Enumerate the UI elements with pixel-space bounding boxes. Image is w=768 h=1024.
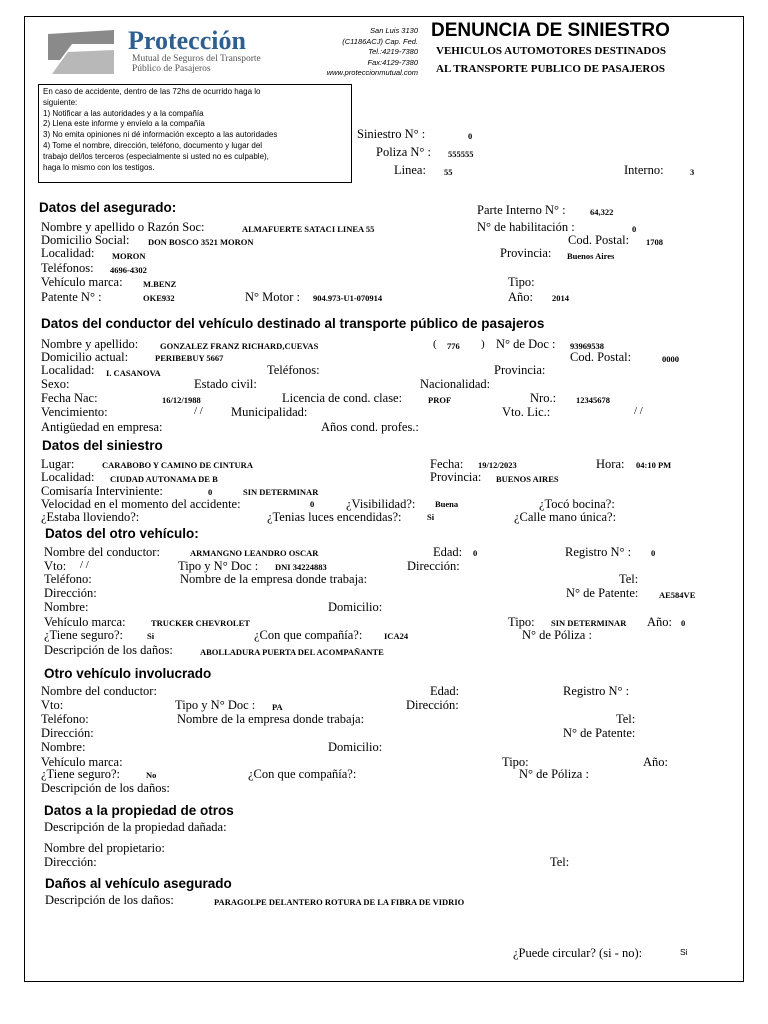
page-subtitle-2: AL TRANSPORTE PUBLICO DE PASAJEROS xyxy=(436,63,666,75)
conductor-fecha-value[interactable]: 16/12/1988 xyxy=(162,395,201,405)
siniestro-value[interactable]: 0 xyxy=(468,131,473,141)
section-siniestro-title: Datos del siniestro xyxy=(42,438,163,453)
conductor-antiguedad-label: Antigüedad en empresa: xyxy=(41,420,163,434)
asegurado-motor-label: N° Motor : xyxy=(245,290,300,304)
asegurado-provincia-label: Provincia: xyxy=(500,246,552,260)
involucrado-compania-label: ¿Con que compañía?: xyxy=(248,767,357,781)
involucrado-marca-label: Vehículo marca: xyxy=(41,755,123,769)
involucrado-patente-label: N° de Patente: xyxy=(563,726,636,740)
conductor-provincia-label: Provincia: xyxy=(494,363,546,377)
involucrado-poliza-label: N° de Póliza : xyxy=(519,767,589,781)
page-subtitle-1: VEHICULOS AUTOMOTORES DESTINADOS xyxy=(436,45,667,57)
otro-direccion2-label: Dirección: xyxy=(44,586,97,600)
siniestro-lugar-value[interactable]: CARABOBO Y CAMINO DE CINTURA xyxy=(102,460,253,470)
otro-patente-label: N° de Patente: xyxy=(566,586,639,600)
siniestro-hora-value[interactable]: 04:10 PM xyxy=(636,460,672,470)
address-tel: Tel.:4219-7380 xyxy=(368,47,418,56)
otro-compania-label: ¿Con que compañía?: xyxy=(254,628,363,642)
asegurado-anio-label: Año: xyxy=(508,290,533,304)
logo-name: Protección xyxy=(128,26,246,55)
conductor-doc-label: N° de Doc : xyxy=(496,337,556,351)
involucrado-direccion2-label: Dirección: xyxy=(41,726,94,740)
otro-empresa-label: Nombre de la empresa donde trabaja: xyxy=(180,572,368,586)
conductor-telefonos-label: Teléfonos: xyxy=(267,363,320,377)
linea-label: Linea: xyxy=(394,163,426,177)
interno-label: Interno: xyxy=(624,163,664,177)
puede-circular-value[interactable]: Si xyxy=(680,947,688,957)
involucrado-danos-label: Descripción de los daños: xyxy=(41,781,170,795)
otro-danos-label: Descripción de los daños: xyxy=(44,643,173,657)
involucrado-conductor-label: Nombre del conductor: xyxy=(41,684,157,698)
otro-patente-value[interactable]: AE584VE xyxy=(659,590,696,600)
conductor-nro-value[interactable]: 12345678 xyxy=(576,395,610,405)
asegurado-nombre-label: Nombre y apellido o Razón Soc: xyxy=(41,220,205,234)
asegurado-telefonos-value[interactable]: 4696-4302 xyxy=(110,265,147,275)
conductor-domicilio-value[interactable]: PERIBEBUY 5667 xyxy=(155,353,224,363)
conductor-cp-value[interactable]: 0000 xyxy=(662,354,679,364)
conductor-licencia-value[interactable]: PROF xyxy=(428,395,452,405)
conductor-nombre-value[interactable]: GONZALEZ FRANZ RICHARD,CUEVAS xyxy=(160,341,319,351)
instructions-box xyxy=(38,84,352,183)
asegurado-cp-value[interactable]: 1708 xyxy=(646,237,663,247)
otro-conductor-label: Nombre del conductor: xyxy=(44,545,160,559)
asegurado-localidad-value[interactable]: MORON xyxy=(112,251,146,261)
involucrado-seguro-label: ¿Tiene seguro?: xyxy=(41,767,121,781)
involucrado-edad-label: Edad: xyxy=(430,684,460,698)
page-title: DENUNCIA DE SINIESTRO xyxy=(431,20,670,41)
involucrado-tipo-label: Tipo: xyxy=(502,755,529,769)
conductor-fecha-label: Fecha Nac: xyxy=(41,391,98,405)
section-involucrado-title: Otro vehículo involucrado xyxy=(44,666,212,681)
asegurado-domicilio-value[interactable]: DON BOSCO 3521 MORON xyxy=(148,237,254,247)
conductor-civil-label: Estado civil: xyxy=(194,377,257,391)
conductor-vtolic-value[interactable]: / / xyxy=(634,405,643,417)
siniestro-lloviendo-label: ¿Estaba lloviendo?: xyxy=(41,510,140,524)
asegurado-patente-label: Patente N° : xyxy=(41,290,102,304)
instructions-line: 2) Llena este informe y envíelo a la compañía xyxy=(43,119,205,129)
siniestro-luces-value[interactable]: Si xyxy=(427,512,435,522)
asegurado-motor-value[interactable]: 904.973-U1-070914 xyxy=(313,293,383,303)
poliza-label: Poliza N° : xyxy=(376,145,431,159)
instructions-line: haga lo mismo con los testigos. xyxy=(43,162,155,172)
otro-tipo-label: Tipo: xyxy=(508,615,535,629)
asegurado-marca-value[interactable]: M.BENZ xyxy=(143,279,177,289)
conductor-vencimiento-value[interactable]: / / xyxy=(194,405,203,417)
siniestro-bocina-label: ¿Tocó bocina?: xyxy=(539,497,615,511)
involucrado-tipodoc-value[interactable]: PA xyxy=(272,702,283,712)
siniestro-fecha-label: Fecha: xyxy=(430,457,464,471)
conductor-nacionalidad-label: Nacionalidad: xyxy=(420,377,491,391)
involucrado-seguro-value[interactable]: No xyxy=(146,770,157,780)
legajo-paren-close: ) xyxy=(481,338,485,350)
involucrado-vto-label: Vto: xyxy=(41,698,64,712)
otro-edad-label: Edad: xyxy=(433,545,463,559)
otro-danos-value[interactable]: ABOLLADURA PUERTA DEL ACOMPAÑANTE xyxy=(200,647,384,657)
instructions-line: siguiente: xyxy=(43,97,78,107)
siniestro-visibilidad-label: ¿Visibilidad?: xyxy=(346,497,416,511)
logo-subtitle-1: Mutual de Seguros del Transporte xyxy=(132,54,261,64)
interno-value[interactable]: 3 xyxy=(690,167,695,177)
propiedad-desc-label: Descripción de la propiedad dañada: xyxy=(44,820,227,834)
logo-subtitle-2: Público de Pasajeros xyxy=(132,64,211,74)
conductor-anios-label: Años cond. profes.: xyxy=(321,420,419,434)
siniestro-comisaria-value[interactable]: SIN DETERMINAR xyxy=(243,487,319,497)
otro-telefono-label: Teléfono: xyxy=(44,572,92,586)
otro-marca-value[interactable]: TRUCKER CHEVROLET xyxy=(151,618,250,628)
siniestro-velocidad-label: Velocidad en el momento del accidente: xyxy=(41,497,241,511)
habilitacion-label: N° de habilitación : xyxy=(477,220,575,234)
protection-logo-icon xyxy=(48,30,128,74)
siniestro-comisaria-num[interactable]: 0 xyxy=(208,487,213,497)
legajo-paren-open: ( xyxy=(433,338,437,350)
instructions-line: 3) No emita opiniones ni dé información excepto a las autoridades xyxy=(43,130,278,140)
otro-seguro-value[interactable]: Si xyxy=(147,631,155,641)
address-web: www.proteccionmutual.com xyxy=(326,68,418,77)
section-asegurado-title: Datos del asegurado: xyxy=(39,200,177,215)
siniestro-localidad-value[interactable]: CIUDAD AUTONAMA DE B xyxy=(110,474,218,484)
conductor-licencia-label: Licencia de cond. clase: xyxy=(282,391,403,405)
address-street: San Luis 3130 xyxy=(370,26,418,35)
otro-vto-value[interactable]: / / xyxy=(80,559,89,571)
instructions-line: trabajo del/los terceros (especialmente si usted no es culpable), xyxy=(43,151,269,161)
involucrado-empresa-label: Nombre de la empresa donde trabaja: xyxy=(177,712,365,726)
conductor-vencimiento-label: Vencimiento: xyxy=(41,405,108,419)
otro-registro-label: Registro N° : xyxy=(565,545,632,559)
involucrado-tel-label: Tel: xyxy=(616,712,636,726)
otro-tipodoc-value[interactable]: DNI 34224883 xyxy=(275,562,327,572)
conductor-localidad-value[interactable]: I. CASANOVA xyxy=(106,368,161,378)
conductor-legajo-value[interactable]: 776 xyxy=(447,341,460,351)
propiedad-direccion-label: Dirección: xyxy=(44,855,97,869)
address-city: (C1186ACJ) Cap. Fed. xyxy=(342,36,418,46)
conductor-localidad-label: Localidad: xyxy=(41,363,95,377)
siniestro-velocidad-value[interactable]: 0 xyxy=(310,499,315,509)
involucrado-direccion-label: Dirección: xyxy=(406,698,459,712)
poliza-value[interactable]: 555555 xyxy=(448,149,474,159)
otro-vto-label: Vto: xyxy=(44,559,67,573)
siniestro-mano-label: ¿Calle mano única?: xyxy=(514,510,617,524)
asegurado-marca-label: Vehículo marca: xyxy=(41,275,123,289)
siniestro-provincia-label: Provincia: xyxy=(430,470,482,484)
instructions-line: 4) Tome el nombre, dirección, teléfono, documento y lugar del xyxy=(43,140,263,150)
asegurado-localidad-label: Localidad: xyxy=(41,246,95,260)
instructions-line: En caso de accidente, dentro de las 72hs de ocurrido haga lo xyxy=(43,87,261,96)
asegurado-cp-label: Cod. Postal: xyxy=(568,233,630,247)
siniestro-lugar-label: Lugar: xyxy=(41,457,75,471)
conductor-doc-value[interactable]: 93969538 xyxy=(570,341,604,351)
section-danos-asegurado-title: Daños al vehículo asegurado xyxy=(45,876,232,891)
section-otro-vehiculo-title: Datos del otro vehículo: xyxy=(45,526,199,541)
asegurado-domicilio-label: Domicilio Social: xyxy=(41,233,130,247)
involucrado-nombre-label: Nombre: xyxy=(41,740,86,754)
otro-anio-value[interactable]: 0 xyxy=(681,618,686,628)
parte-interno-label: Parte Interno N° : xyxy=(477,203,566,217)
conductor-nombre-label: Nombre y apellido: xyxy=(41,337,139,351)
danos-asegurado-desc-value[interactable]: PARAGOLPE DELANTERO ROTURA DE LA FIBRA DE VIDRIO xyxy=(214,897,465,907)
otro-tipo-value[interactable]: SIN DETERMINAR xyxy=(551,618,627,628)
conductor-vtolic-label: Vto. Lic.: xyxy=(502,405,551,419)
siniestro-visibilidad-value[interactable]: Buena xyxy=(435,499,459,509)
otro-compania-value[interactable]: ICA24 xyxy=(384,631,409,641)
siniestro-comisaria-label: Comisaría Interviniente: xyxy=(41,484,163,498)
otro-direccion-label: Dirección: xyxy=(407,559,460,573)
linea-value[interactable]: 55 xyxy=(444,167,453,177)
otro-domicilio-label: Domicilio: xyxy=(328,600,383,614)
propiedad-propietario-label: Nombre del propietario: xyxy=(44,841,165,855)
involucrado-telefono-label: Teléfono: xyxy=(41,712,89,726)
siniestro-label: Siniestro N° : xyxy=(357,127,426,141)
asegurado-nombre-value[interactable]: ALMAFUERTE SATACI LINEA 55 xyxy=(242,224,375,234)
siniestro-localidad-label: Localidad: xyxy=(41,470,95,484)
danos-asegurado-desc-label: Descripción de los daños: xyxy=(45,893,174,907)
section-conductor-title: Datos del conductor del vehículo destinado al transporte público de pasajeros xyxy=(41,316,545,331)
asegurado-anio-value[interactable]: 2014 xyxy=(552,293,569,303)
otro-registro-value[interactable]: 0 xyxy=(651,548,656,558)
otro-poliza-label: N° de Póliza : xyxy=(522,628,592,642)
otro-seguro-label: ¿Tiene seguro?: xyxy=(44,628,124,642)
asegurado-tipo-label: Tipo: xyxy=(508,275,535,289)
habilitacion-value[interactable]: 0 xyxy=(632,224,637,234)
address-fax: Fax:4129-7380 xyxy=(367,57,418,67)
instructions-line: 1) Notificar a las autoridades y a la compañía xyxy=(43,108,204,118)
otro-tipodoc-label: Tipo y N° Doc : xyxy=(178,559,259,573)
conductor-domicilio-label: Domicilio actual: xyxy=(41,350,129,364)
otro-marca-label: Vehículo marca: xyxy=(44,615,126,629)
involucrado-tipodoc-label: Tipo y N° Doc : xyxy=(175,698,256,712)
otro-tel-label: Tel: xyxy=(619,572,639,586)
conductor-municipalidad-label: Municipalidad: xyxy=(231,405,308,419)
conductor-nro-label: Nro.: xyxy=(530,391,557,405)
section-propiedad-title: Datos a la propiedad de otros xyxy=(44,803,234,818)
involucrado-domicilio-label: Domicilio: xyxy=(328,740,383,754)
otro-edad-value[interactable]: 0 xyxy=(473,548,478,558)
siniestro-fecha-value[interactable]: 19/12/2023 xyxy=(478,460,517,470)
siniestro-hora-label: Hora: xyxy=(596,457,625,471)
asegurado-provincia-value[interactable]: Buenos Aires xyxy=(567,251,615,261)
conductor-cp-label: Cod. Postal: xyxy=(570,350,632,364)
asegurado-telefonos-label: Teléfonos: xyxy=(41,261,94,275)
siniestro-provincia-value[interactable]: BUENOS AIRES xyxy=(496,474,559,484)
parte-interno-value[interactable]: 64,322 xyxy=(590,207,614,217)
conductor-sexo-label: Sexo: xyxy=(41,377,70,391)
otro-conductor-value[interactable]: ARMANGNO LEANDRO OSCAR xyxy=(190,548,319,558)
propiedad-tel-label: Tel: xyxy=(550,855,570,869)
otro-nombre-label: Nombre: xyxy=(44,600,89,614)
puede-circular-label: ¿Puede circular? (si - no): xyxy=(513,946,643,960)
asegurado-patente-value[interactable]: OKE932 xyxy=(143,293,175,303)
siniestro-luces-label: ¿Tenias luces encendidas?: xyxy=(267,510,402,524)
involucrado-registro-label: Registro N° : xyxy=(563,684,630,698)
otro-anio-label: Año: xyxy=(647,615,672,629)
address-block xyxy=(327,26,418,79)
involucrado-anio-label: Año: xyxy=(643,755,668,769)
